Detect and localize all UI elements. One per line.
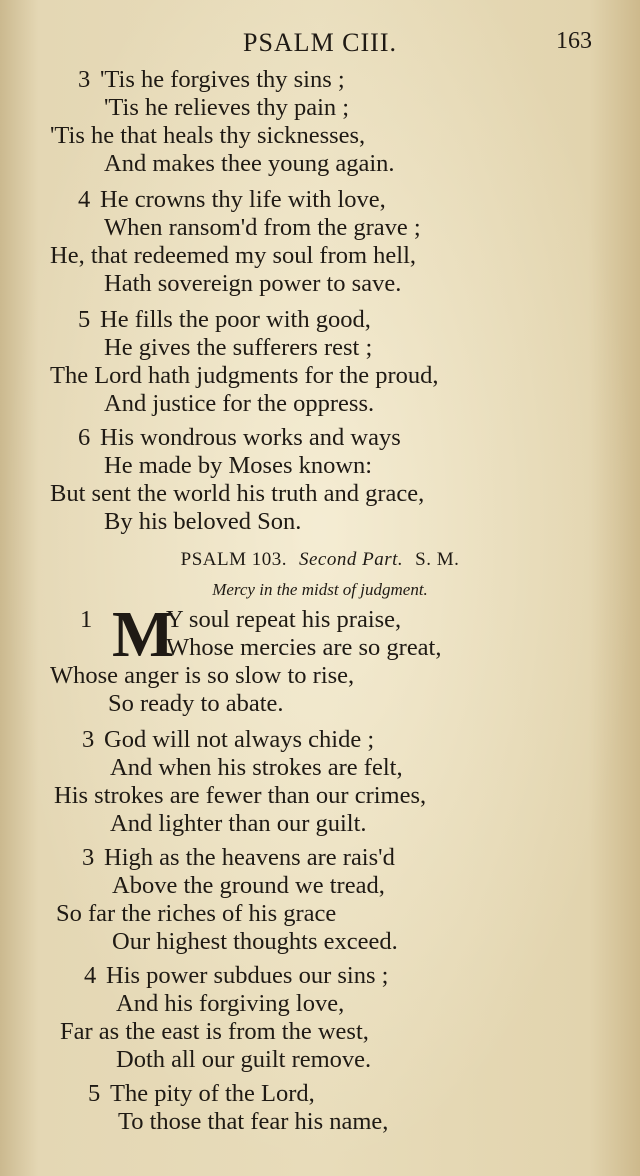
verse-line: But sent the world his truth and grace, — [50, 480, 425, 507]
verse-line-first: 5 The pity of the Lord, — [88, 1080, 315, 1107]
section-meter: S. M. — [415, 549, 460, 570]
verse-line-indented: Hath sovereign power to save. — [104, 270, 402, 297]
section-title: PSALM 103. — [180, 549, 287, 570]
verse-line: 'Tis he that heals thy sicknesses, — [50, 122, 366, 149]
stanza-number: 3 — [82, 844, 95, 871]
stanza-number: 5 — [78, 306, 91, 333]
verse-line-indented: To those that fear his name, — [118, 1108, 389, 1135]
verse-line-indented: And when his strokes are felt, — [110, 754, 403, 781]
stanza-number: 3 — [78, 66, 91, 93]
verse-line-indented: He gives the sufferers rest ; — [104, 334, 373, 361]
section-part: Second Part. — [298, 549, 404, 570]
verse-line-indented: Our highest thoughts exceed. — [112, 928, 398, 955]
page-header — [0, 28, 640, 64]
verse-line-indented: When ransom'd from the grave ; — [104, 214, 421, 241]
verse-line-first: Y soul repeat his praise, — [166, 606, 402, 633]
section-subtitle: Mercy in the midst of judgment. — [212, 580, 428, 599]
verse-line: The Lord hath judgments for the proud, — [50, 362, 439, 389]
verse-line-indented: By his beloved Son. — [104, 508, 302, 535]
verse-line-first: 5 He fills the poor with good, — [78, 306, 371, 333]
running-title: PSALM CIII. — [242, 28, 397, 57]
verse-line-indented: And makes thee young again. — [104, 150, 395, 177]
verse-line-indented: 'Tis he relieves thy pain ; — [104, 94, 350, 121]
verse-line-first: 6 His wondrous works and ways — [78, 424, 401, 451]
verse-line: His strokes are fewer than our crimes, — [54, 782, 427, 809]
verse-line-indented: Above the ground we tread, — [112, 872, 385, 899]
stanza-number: 5 — [88, 1080, 101, 1107]
verse-line: Far as the east is from the west, — [60, 1018, 369, 1045]
verse-line-first: 3 'Tis he forgives thy sins ; — [78, 66, 345, 93]
verse-line-first: 4 His power subdues our sins ; — [84, 962, 389, 989]
verse-line: He, that redeemed my soul from hell, — [50, 242, 417, 269]
verse-line-first: 3 High as the heavens are rais'd — [82, 844, 395, 871]
verse-line: Whose mercies are so great, — [166, 634, 442, 661]
verse-line: Whose anger is so slow to rise, — [50, 662, 355, 689]
stanza-number: 4 — [84, 962, 97, 989]
verse-line-indented: So ready to abate. — [108, 690, 284, 717]
drop-cap: M — [112, 598, 175, 671]
verse-line: So far the riches of his grace — [56, 900, 337, 927]
stanza-number: 1 — [80, 606, 93, 633]
section-heading — [0, 549, 640, 571]
verse-line-indented: And justice for the oppress. — [104, 390, 375, 417]
stanza-number: 4 — [78, 186, 91, 213]
verse-line-indented: He made by Moses known: — [104, 452, 373, 479]
stanza-number: 3 — [82, 726, 95, 753]
verse-line-indented: Doth all our guilt remove. — [116, 1046, 372, 1073]
page-number: 163 — [556, 28, 592, 54]
verse-line-first: 3 God will not always chide ; — [82, 726, 375, 753]
verse-line-first: 4 He crowns thy life with love, — [78, 186, 386, 213]
verse-line-indented: And his forgiving love, — [116, 990, 345, 1017]
stanza-number: 6 — [78, 424, 91, 451]
verse-line-indented: And lighter than our guilt. — [110, 810, 367, 837]
